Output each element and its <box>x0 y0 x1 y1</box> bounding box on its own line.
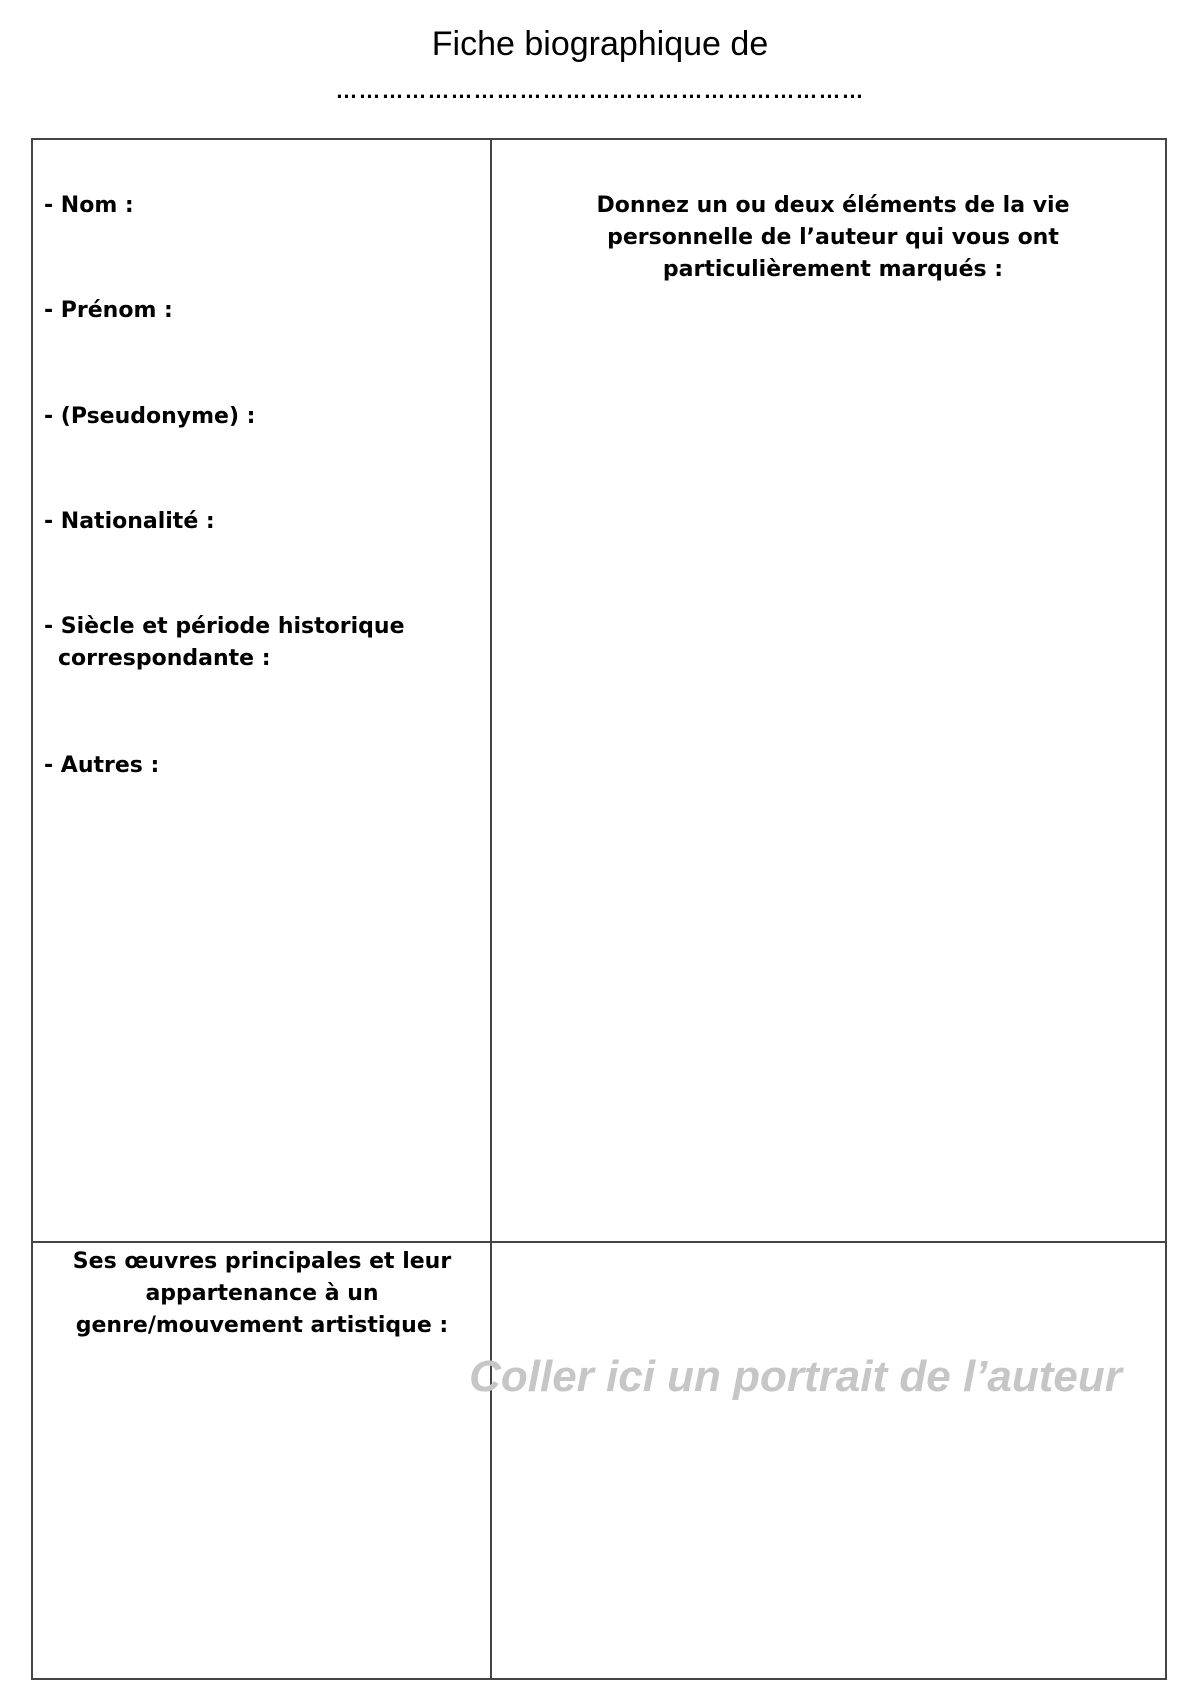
column-divider <box>490 140 492 1678</box>
page-title: Fiche biographique de <box>431 25 769 63</box>
works-heading: Ses œuvres principales et leur appartenance à un genre/mouvement artistique : <box>72 1249 452 1338</box>
author-name-blank[interactable]: …………………………………………………………… <box>335 78 865 103</box>
field-autres[interactable]: - Autres : <box>44 753 160 778</box>
biography-table <box>31 138 1167 1680</box>
field-pseudonyme[interactable]: - (Pseudonyme) : <box>44 404 256 429</box>
field-siecle-periode[interactable]: - Siècle et période historique correspondante : <box>44 614 405 671</box>
portrait-placeholder[interactable]: Coller ici un portrait de l’auteur <box>469 1352 1122 1401</box>
row-divider <box>33 1241 1165 1243</box>
field-nationalite[interactable]: - Nationalité : <box>44 509 215 534</box>
personal-life-heading: Donnez un ou deux éléments de la vie personnelle de l’auteur qui vous ont particulièrement marqués : <box>596 193 1070 282</box>
page-header <box>0 22 1200 106</box>
field-nom[interactable]: - Nom : <box>44 193 134 218</box>
field-prenom[interactable]: - Prénom : <box>44 298 173 323</box>
